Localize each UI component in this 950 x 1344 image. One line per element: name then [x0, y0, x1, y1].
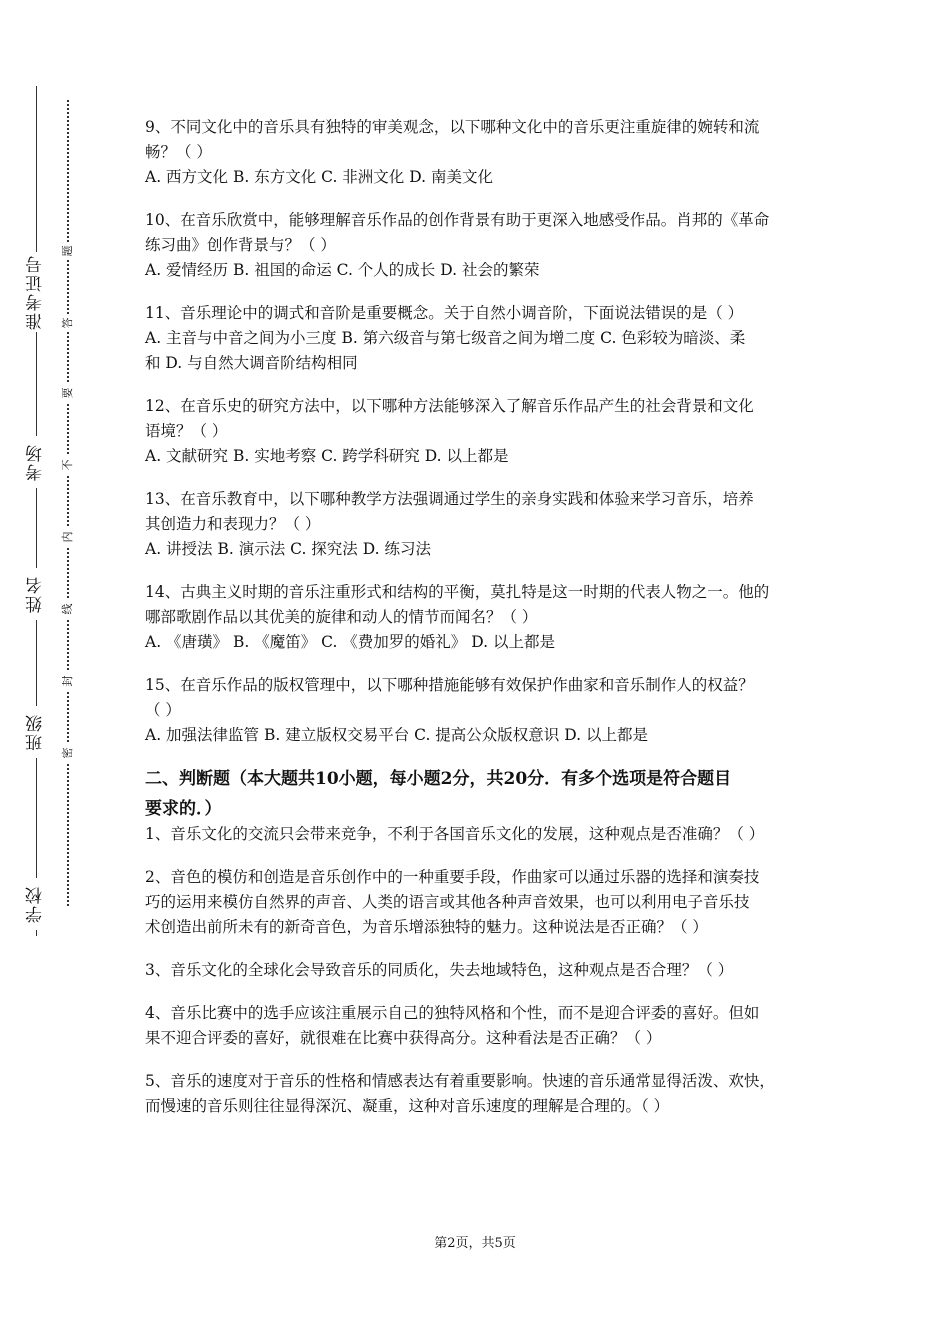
question-options: A. 文献研究 B. 实地考察 C. 跨学科研究 D. 以上都是: [145, 447, 509, 465]
question-options: 和 D. 与自然大调音阶结构相同: [145, 354, 358, 372]
question-15: [145, 673, 813, 748]
question-text: 12、在音乐史的研究方法中，以下哪种方法能够深入了解音乐作品产生的社会背景和文化: [145, 397, 754, 415]
seal-char: 答: [61, 314, 75, 332]
question-text: 练习曲》创作背景与？（ ）: [145, 236, 336, 254]
question-text: 10、在音乐欣赏中，能够理解音乐作品的创作背景有助于更深入地感受作品。肖邦的《革命: [145, 211, 770, 229]
question-options: A. 爱情经历 B. 祖国的命运 C. 个人的成长 D. 社会的繁荣: [145, 261, 540, 279]
question-text: 14、古典主义时期的音乐注重形式和结构的平衡，莫扎特是这一时期的代表人物之一。他的: [145, 583, 770, 601]
question-options: A. 主音与中音之间为小三度 B. 第六级音与第七级音之间为增二度 C. 色彩较为暗淡、柔: [145, 329, 746, 347]
judgment-question-1: [145, 822, 813, 847]
question-12: [145, 394, 813, 469]
seal-char: 内: [61, 528, 75, 546]
section-judgment: [145, 766, 813, 822]
judgment-question-5: [145, 1069, 813, 1119]
question-text: 果不迎合评委的喜好，就很难在比赛中获得高分。这种看法是否正确？（ ）: [145, 1029, 662, 1047]
question-text: 其创造力和表现力？（ ）: [145, 515, 321, 533]
seal-char: 题: [61, 242, 75, 260]
field-label-school: 学校: [22, 878, 50, 930]
field-label-class: 班级: [22, 706, 50, 758]
binding-solid-line: [36, 86, 37, 936]
question-options: A. 讲授法 B. 演示法 C. 探究法 D. 练习法: [145, 540, 431, 558]
seal-char: 不: [61, 456, 75, 474]
question-text: 5、音乐的速度对于音乐的性格和情感表达有着重要影响。快速的音乐通常显得活泼、欢快，: [145, 1072, 775, 1090]
section-title: 二、判断题（本大题共10小题，每小题2分，共20分．有多个选项是符合题目: [145, 769, 732, 789]
question-14: [145, 580, 813, 655]
question-text: 术创造出前所未有的新奇音色，为音乐增添独特的魅力。这种说法是否正确？（ ）: [145, 918, 708, 936]
question-11: [145, 301, 813, 376]
question-text: 巧的运用来模仿自然界的声音、人类的语言或其他各种声音效果，也可以利用电子音乐技: [145, 893, 750, 911]
question-text: 9、不同文化中的音乐具有独特的审美观念，以下哪种文化中的音乐更注重旋律的婉转和流: [145, 118, 760, 136]
page-footer: [0, 1232, 950, 1251]
field-label-exam-number: 准考证号: [22, 252, 50, 332]
question-text: 哪部歌剧作品以其优美的旋律和动人的情节而闻名？（ ）: [145, 608, 538, 626]
question-text: 11、音乐理论中的调式和音阶是重要概念。关于自然小调音阶，下面说法错误的是（ ）: [145, 304, 744, 322]
question-13: [145, 487, 813, 562]
question-options: A. 《唐璜》 B. 《魔笛》 C. 《费加罗的婚礼》 D. 以上都是: [145, 633, 555, 651]
seal-char: 要: [61, 384, 75, 402]
section-title: 要求的．）: [145, 799, 222, 819]
field-label-exam-room: 考场: [22, 436, 50, 488]
question-text: 4、音乐比赛中的选手应该注重展示自己的独特风格和个性，而不是迎合评委的喜好。但如: [145, 1004, 760, 1022]
question-text: 1、音乐文化的交流只会带来竞争，不利于各国音乐文化的发展，这种观点是否准确？（ ）: [145, 825, 765, 843]
seal-char: 线: [61, 600, 75, 618]
question-text: 而慢速的音乐则往往显得深沉、凝重，这种对音乐速度的理解是合理的。（ ）: [145, 1097, 670, 1115]
field-label-name: 姓名: [22, 568, 50, 620]
question-text: 13、在音乐教育中，以下哪种教学方法强调通过学生的亲身实践和体验来学习音乐，培养: [145, 490, 754, 508]
question-options: A. 西方文化 B. 东方文化 C. 非洲文化 D. 南美文化: [145, 168, 493, 186]
question-text: 15、在音乐作品的版权管理中，以下哪种措施能够有效保护作曲家和音乐制作人的权益？: [145, 676, 754, 694]
question-text: （ ）: [145, 701, 181, 719]
page-number: 第2页，共5页: [434, 1236, 516, 1251]
question-10: [145, 208, 813, 283]
exam-content: [145, 115, 813, 1137]
judgment-question-4: [145, 1001, 813, 1051]
question-text: 畅？（ ）: [145, 143, 212, 161]
question-text: 3、音乐文化的全球化会导致音乐的同质化，失去地域特色，这种观点是否合理？（ ）: [145, 961, 734, 979]
seal-char: 封: [61, 672, 75, 690]
binding-dotted-line: [67, 100, 69, 906]
question-options: A. 加强法律监管 B. 建立版权交易平台 C. 提高公众版权意识 D. 以上都是: [145, 726, 648, 744]
judgment-question-2: [145, 865, 813, 940]
question-text: 2、音色的模仿和创造是音乐创作中的一种重要手段，作曲家可以通过乐器的选择和演奏技: [145, 868, 760, 886]
question-9: [145, 115, 813, 190]
question-text: 语境？（ ）: [145, 422, 228, 440]
judgment-question-3: [145, 958, 813, 983]
binding-margin: [0, 0, 110, 1344]
seal-char: 密: [61, 744, 75, 762]
